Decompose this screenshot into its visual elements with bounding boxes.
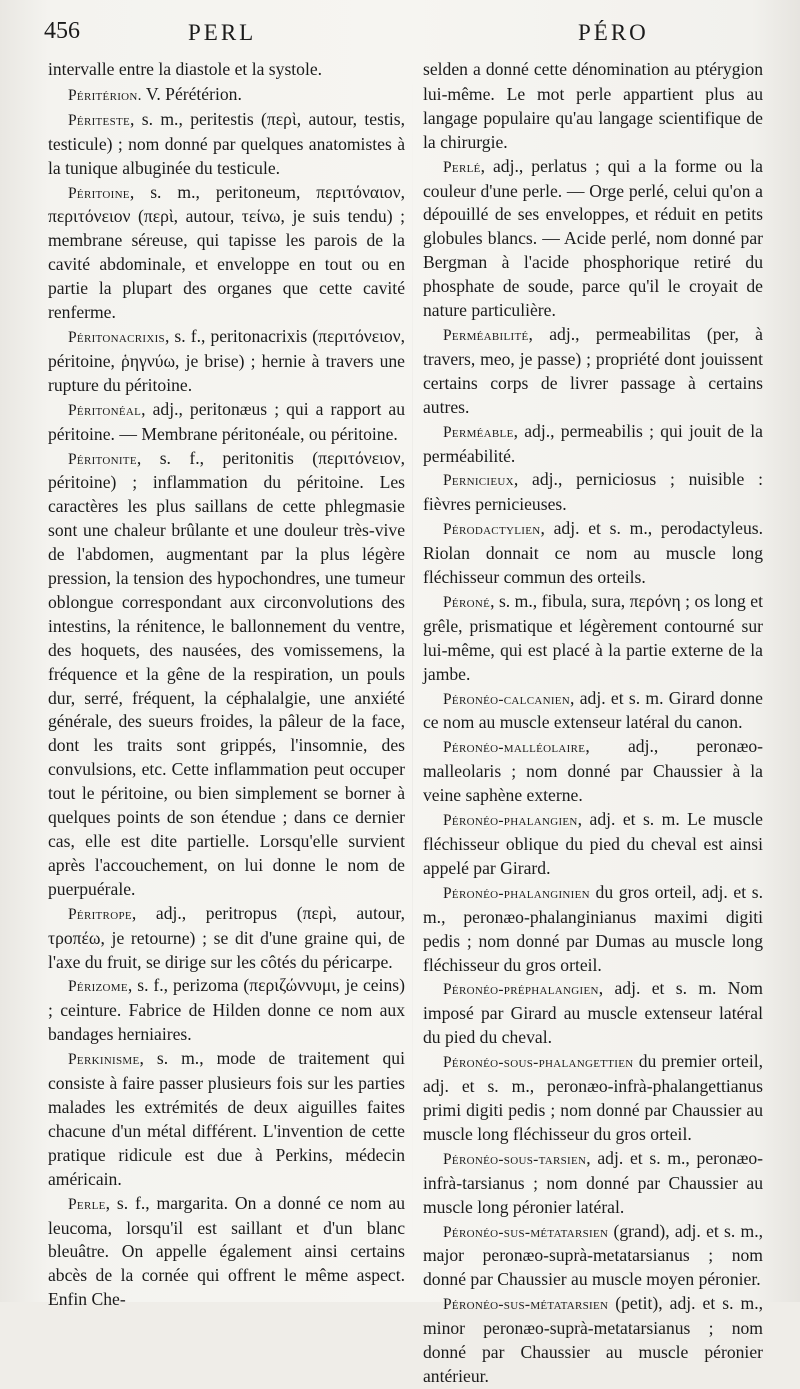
entry <box>423 1050 763 1147</box>
entry-headword: Pérodactylien <box>443 521 541 539</box>
entry-text: , s. m., peritestis (περὶ, autour, testis, testicule) ; nom donné par quelques anatomistes à la tunique albuginée du testicule. <box>48 108 405 178</box>
entry-text: du premier orteil, adj. et s. m., peronæo-infrà-phalangettianus primi digiti pedis ; nom donné par Chaussier au muscle long fléchisseur du gros orteil. <box>423 1051 763 1144</box>
entry <box>423 420 763 469</box>
entry <box>423 687 763 736</box>
entry-text: (grand), adj. et s. m., major peronæo-suprà-metatarsianus ; nom donné par Chaussier au muscle moyen péronier. <box>423 1220 763 1290</box>
entry-text: , adj., peronæo-malleolaris ; nom donné par Chaussier à la veine saphène externe. <box>423 736 763 806</box>
entry-headword: Péronéo-sous-tarsien <box>443 1150 587 1168</box>
column-gutter <box>412 60 413 1260</box>
entry-headword: Péritonite <box>68 450 137 468</box>
right-column <box>423 58 763 1389</box>
entry <box>48 1192 405 1313</box>
entry <box>48 398 405 447</box>
entry-text: , s. f., peritonitis (περιτόνειον, péritoine) ; inflammation du péritoine. Les caractères les plus saillans de cette phlegmasie sont une chaleur brûlante et une douleur très-vive de l'abdomen, augmentant par la plus légère pression, la tension des hypochondres, une tumeur oblongue correspondant aux circonvolutions des intestins, la rénitence, le ballonnement du ventre, des hoquets, des nausées, des vomissemens, la fréquence et la gêne de la respiration, un pouls dur, serré, fréquent, la céphalalgie, une anxiété générale, des sueurs froides, la pâleur de la face, dont les traits sont grippés, l'insomnie, des convulsions, etc. Cette inflammation peut occuper tout le péritoine, ou bien simplement se borner à quelques points de son étendue ; dans ce dernier cas, elle est dite partielle. Lorsqu'elle survient après l'accouchement, on lui donne le nom de puerpuérale. <box>48 447 405 899</box>
entry <box>48 58 405 83</box>
entry <box>423 58 763 155</box>
entry <box>48 325 405 398</box>
entry-headword: Péronéo-calcanien <box>443 690 571 708</box>
entry-text: , s. f., perizoma (περιζώννυμι, je ceins) ; ceinture. Fabrice de Hilden donne ce nom aux bandages herniaires. <box>48 975 405 1045</box>
entry-headword: Péronéo-phalanginien <box>443 884 590 902</box>
entry-text: (petit), adj. et s. m., minor peronæo-suprà-metatarsianus ; nom donné par Chaussier au muscle péronier antérieur. <box>423 1293 763 1386</box>
entry-text: du gros orteil, adj. et s. m., peronæo-phalanginianus maximi digiti pedis ; nom donné par Dumas au muscle long fléchisseur du gros orteil. <box>423 881 763 975</box>
entry-text: , s. f., margarita. On a donné ce nom au leucoma, lorsqu'il est saillant et d'un blanc bleuâtre. On appelle également ainsi certains abcès de la cornée qui offrent le même aspect. Enfin Che- <box>48 1192 405 1310</box>
entry-headword: Perle <box>68 1195 106 1213</box>
entry-headword: Péronéo-préphalangien <box>443 981 599 999</box>
entry <box>48 447 405 902</box>
entry <box>423 468 763 517</box>
entry <box>423 977 763 1050</box>
entry-headword: Péronéo-phalangien <box>443 812 578 830</box>
entry-text: , adj., perniciosus ; nuisible : fièvres pernicieuses. <box>423 469 763 515</box>
entry-text: , adj., peritropus (περὶ, autour, τροπέω, je retourne) ; se dit d'une graine qui, de l'axe du fruit, se dirige sur les côtés du péricarpe. <box>48 902 405 972</box>
entry-headword: Péronéo-sus-métatarsien <box>443 1296 609 1314</box>
entry-headword: Péroné <box>443 593 491 611</box>
entry <box>423 1147 763 1220</box>
entry-text: , adj. et s. m. Le muscle fléchisseur oblique du pied du cheval est ainsi appelé par Girard. <box>423 809 763 878</box>
entry <box>48 83 405 108</box>
entry <box>423 808 763 881</box>
page-number: 456 <box>44 18 80 44</box>
entry-text: V. Pérétérion. <box>141 83 242 104</box>
entry <box>423 323 763 420</box>
entry-text: , adj. et s. m., perodactyleus. Riolan donnait ce nom au muscle long fléchisseur commun des orteils. <box>423 518 763 588</box>
entry <box>48 974 405 1047</box>
page-header <box>0 18 800 52</box>
entry-headword: Périteste <box>68 111 131 129</box>
entry <box>423 1220 763 1293</box>
running-head-left: PERL <box>188 20 257 45</box>
entry-headword: Perméable <box>443 423 514 441</box>
entry-headword: Péritoine <box>68 184 130 202</box>
entry-text: , adj. et s. m., peronæo-infrà-tarsianus ; nom donné par Chaussier au muscle long péronier latéral. <box>423 1147 763 1217</box>
entry <box>423 590 763 687</box>
entry-text: , adj., permeabilitas (per, à travers, meo, je passe) ; propriété dont jouissent certains corps de livrer passage à certains autres. <box>423 323 763 417</box>
entry-headword: Péritonacrixis <box>68 328 165 346</box>
entry <box>423 881 763 978</box>
entry-text: , s. m., fibula, sura, περόνη ; os long et grêle, prismatique et légèrement contourné sur lui-même, qui est placé à la partie externe de la jambe. <box>423 590 763 684</box>
entry <box>48 1047 405 1191</box>
entry-text: , adj., peritonæus ; qui a rapport au péritoine. — Membrane péritonéale, ou péritoine. <box>48 398 405 444</box>
entry <box>423 517 763 590</box>
entry-text: , adj. et s. m. Nom imposé par Girard au muscle extenseur latéral du pied du cheval. <box>423 978 763 1048</box>
entry-text: , adj., perlatus ; qui a la forme ou la couleur d'une perle. — Orge perlé, celui qu'on a dépouillé de ses enveloppes, et réduit en petits globules blancs. — Acide perlé, nom donné par Bergman à l'acide phosphorique retiré du phosphate de soude, parce qu'il le croyait de nature particulière. <box>423 155 763 321</box>
entry-headword: Péritérion. <box>68 86 142 104</box>
entry-headword: Pernicieux <box>443 472 514 490</box>
entry-text: intervalle entre la diastole et la systole. <box>48 59 323 79</box>
entry <box>423 155 763 323</box>
entry-headword: Péritonéal <box>68 401 142 419</box>
entry <box>48 902 405 975</box>
entry <box>48 181 405 325</box>
entry-text: , s. m., peritoneum, περιτόναιον, περιτόνειον (περὶ, autour, τείνω, je suis tendu) ; membrane séreuse, qui tapisse les parois de la cavité abdominale, et enveloppe en tout ou en partie la plupart des organes que cette cavité renferme. <box>48 181 405 323</box>
entry-text: selden a donné cette dénomination au ptérygion lui-même. Le mot perle appartient plus au langage populaire qu'au langage scientifique de la chirurgie. <box>423 59 763 152</box>
entry-headword: Péronéo-malléolaire <box>443 739 586 757</box>
entry-headword: Péronéo-sous-phalangettien <box>443 1054 634 1072</box>
entry-headword: Perkinisme <box>68 1051 140 1069</box>
entry <box>423 735 763 808</box>
running-head-right: PÉRO <box>578 20 649 45</box>
entry-headword: Péronéo-sus-métatarsien <box>443 1223 609 1241</box>
entry-headword: Perméabilité <box>443 326 529 344</box>
entry-text: , s. m., mode de traitement qui consiste à faire passer plusieurs fois sur les parties malades les extrémités de deux aiguilles faites chacune d'un métal différent. L'invention de cette pratique ridicule est due à Perkins, médecin américain. <box>48 1048 405 1189</box>
left-column <box>48 58 405 1312</box>
entry-text: , s. f., peritonacrixis (περιτόνειον, péritoine, ῥηγνύω, je brise) ; hernie à travers une rupture du péritoine. <box>48 325 405 395</box>
entry-headword: Périzome <box>68 978 128 996</box>
entry-text: , adj. et s. m. Girard donne ce nom au muscle extenseur latéral du canon. <box>423 687 763 733</box>
entry-headword: Péritrope <box>68 905 132 923</box>
entry-headword: Perlé <box>443 158 481 176</box>
entry <box>423 1292 763 1389</box>
entry <box>48 108 405 181</box>
entry-text: , adj., permeabilis ; qui jouit de la perméabilité. <box>423 420 763 466</box>
